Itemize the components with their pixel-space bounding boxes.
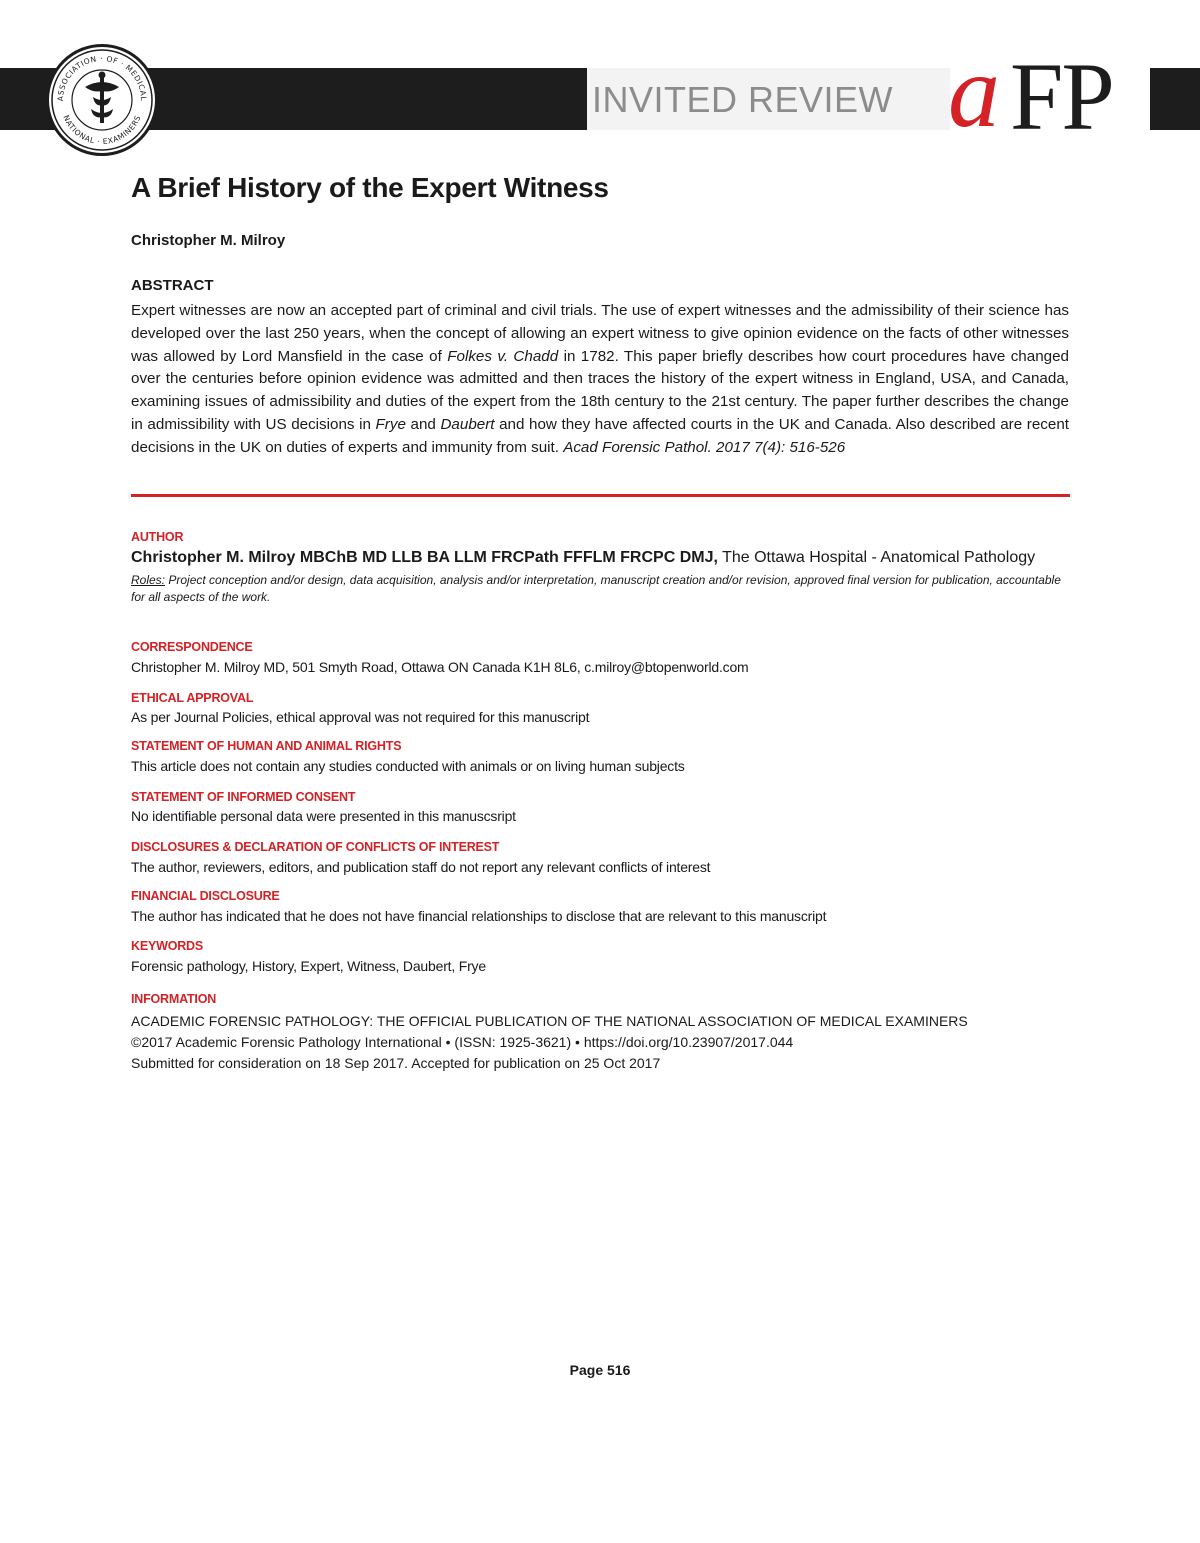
human-animal-rights-text: This article does not contain any studies conducted with animals or on living human subjects [131, 758, 685, 774]
page-number: Page 516 [569, 1362, 631, 1378]
keywords-text: Forensic pathology, History, Expert, Witness, Daubert, Frye [131, 958, 486, 974]
abstract-part-2: in 1782. This paper briefly describes how court procedures have changed over the centuries before opinion evidence was admitted and then traces the history of the expert witness in England, USA, and Canada, examining issues of admissibility and duties of the expert from the 18th century to the 21st century. The paper further describes the change in admissibility with US decisions in [131, 347, 1069, 433]
information-line-dates: Submitted for consideration on 18 Sep 2017. Accepted for publication on 25 Oct 2017 [131, 1055, 661, 1071]
conflicts-label: DISCLOSURES & DECLARATION OF CONFLICTS OF INTEREST [131, 840, 500, 854]
nameseal-logo [46, 44, 158, 156]
seal-text-bottom: NATIONAL · EXAMINERS [61, 113, 143, 147]
keywords-label: KEYWORDS [131, 939, 204, 953]
association-seal-icon [49, 47, 155, 153]
conflicts-text: The author, reviewers, editors, and publication staff do not report any relevant conflicts of interest [131, 859, 711, 875]
article-byline: Christopher M. Milroy [131, 232, 286, 249]
roles-label: Roles: [131, 573, 166, 587]
abstract-heading: ABSTRACT [131, 277, 214, 294]
banner-invited-review: INVITED REVIEW [592, 79, 894, 120]
informed-consent-label: STATEMENT OF INFORMED CONSENT [131, 790, 356, 804]
article-title: A Brief History of the Expert Witness [131, 172, 609, 203]
abstract-citation: Acad Forensic Pathol. 2017 7(4): 516-526 [563, 438, 846, 456]
journal-logo-a: a [948, 34, 1000, 149]
roles-text: Project conception and/or design, data acquisition, analysis and/or interpretation, manuscript creation and/or revision, approved final version for publication, accountable for all aspects of the work. [131, 573, 1061, 604]
ethical-approval-label: ETHICAL APPROVAL [131, 691, 254, 705]
information-label: INFORMATION [131, 992, 217, 1006]
ethical-approval-text: As per Journal Policies, ethical approval was not required for this manuscript [131, 709, 590, 725]
journal-logo-fp: FP [1010, 43, 1113, 150]
author-line [131, 549, 1035, 567]
information-block [131, 1011, 968, 1074]
author-label: AUTHOR [131, 530, 184, 544]
information-line-copyright: ©2017 Academic Forensic Pathology International • (ISSN: 1925-3621) • https://doi.org/10.23907/2017.044 [131, 1034, 794, 1050]
financial-disclosure-text: The author has indicated that he does not have financial relationships to disclose that are relevant to this manuscript [131, 908, 827, 924]
section-divider [131, 494, 1070, 497]
abstract-case-folkes: Folkes v. Chadd [447, 347, 559, 365]
correspondence-label: CORRESPONDENCE [131, 640, 253, 654]
human-animal-rights-label: STATEMENT OF HUMAN AND ANIMAL RIGHTS [131, 739, 402, 753]
seal-text-top: ASSOCIATION · OF · MEDICAL [55, 53, 149, 102]
correspondence-text: Christopher M. Milroy MD, 501 Smyth Road, Ottawa ON Canada K1H 8L6, c.milroy@btopenworld.com [131, 659, 749, 675]
author-roles [131, 572, 1061, 606]
abstract-part-1: Expert witnesses are now an accepted part of criminal and civil trials. The use of expert witnesses and the admissibility of their science has developed over the last 250 years, when the concept of allowing an expert witness to give opinion evidence on the facts of other witnesses was allowed by Lord Mansfield in the case of [131, 302, 1069, 365]
abstract-part-4: and how they have affected courts in the UK and Canada. Also described are recent decisions in the UK on duties of experts and immunity from suit. [131, 415, 1069, 456]
abstract-case-daubert: Daubert [440, 415, 495, 433]
abstract-part-3: and [405, 415, 441, 433]
information-line-journal: ACADEMIC FORENSIC PATHOLOGY: THE OFFICIAL PUBLICATION OF THE NATIONAL ASSOCIATION OF MEDICAL EXAMINERS [131, 1013, 968, 1029]
financial-disclosure-label: FINANCIAL DISCLOSURE [131, 889, 280, 903]
abstract-body [131, 300, 1069, 460]
informed-consent-text: No identifiable personal data were presented in this manuscsript [131, 808, 516, 824]
author-name: Christopher M. Milroy MBChB MD LLB BA LLM FRCPath FFFLM FRCPC DMJ, [131, 549, 718, 566]
abstract-case-frye: Frye [375, 415, 406, 433]
author-affiliation: The Ottawa Hospital - Anatomical Pathology [717, 549, 1036, 566]
